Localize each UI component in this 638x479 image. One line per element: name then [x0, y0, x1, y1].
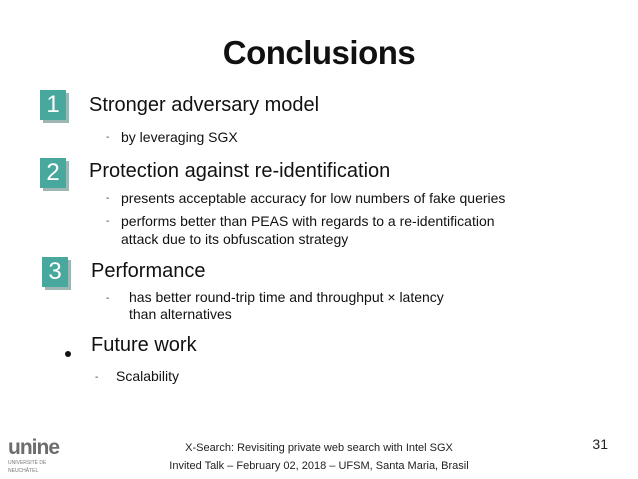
bullet-dot-icon — [65, 351, 71, 357]
dash-icon: - — [106, 193, 110, 204]
bullet-scalability: Scalability — [116, 368, 180, 384]
bullet-peas-cont: attack due to its obfuscation strategy — [121, 231, 349, 247]
page-number: 31 — [592, 436, 608, 452]
bullet-roundtrip-cont: than alternatives — [129, 306, 232, 322]
number-badge-1: 1 — [40, 90, 66, 120]
bullet-accuracy: presents acceptable accuracy for low numbers of fake queries — [121, 190, 506, 206]
bullet-peas: performs better than PEAS with regards to a re-identification — [121, 213, 495, 229]
logo-subtext-1: UNIVERSITÉ DE — [8, 460, 47, 466]
dash-icon: - — [106, 132, 110, 143]
heading-stronger-adversary-model: Stronger adversary model — [89, 94, 320, 116]
dash-icon: - — [106, 216, 110, 227]
heading-protection: Protection against re-identification — [89, 160, 391, 182]
dash-icon: - — [95, 372, 99, 383]
dash-icon: - — [106, 293, 110, 304]
heading-performance: Performance — [91, 260, 206, 282]
logo-wordmark: unine — [8, 436, 59, 459]
heading-future-work: Future work — [91, 334, 197, 356]
footer-event: Invited Talk – February 02, 2018 – UFSM, Santa Maria, Brasil — [169, 460, 469, 472]
bullet-sgx: by leveraging SGX — [121, 129, 238, 145]
number-badge-2: 2 — [40, 158, 66, 188]
university-logo — [8, 437, 59, 474]
bullet-roundtrip: has better round-trip time and throughput × latency — [129, 289, 444, 305]
logo-subtext-2: NEUCHÂTEL — [8, 468, 39, 474]
number-badge-3: 3 — [42, 257, 68, 287]
footer-title: X-Search: Revisiting private web search with Intel SGX — [185, 442, 453, 454]
slide-title: Conclusions — [222, 34, 416, 71]
